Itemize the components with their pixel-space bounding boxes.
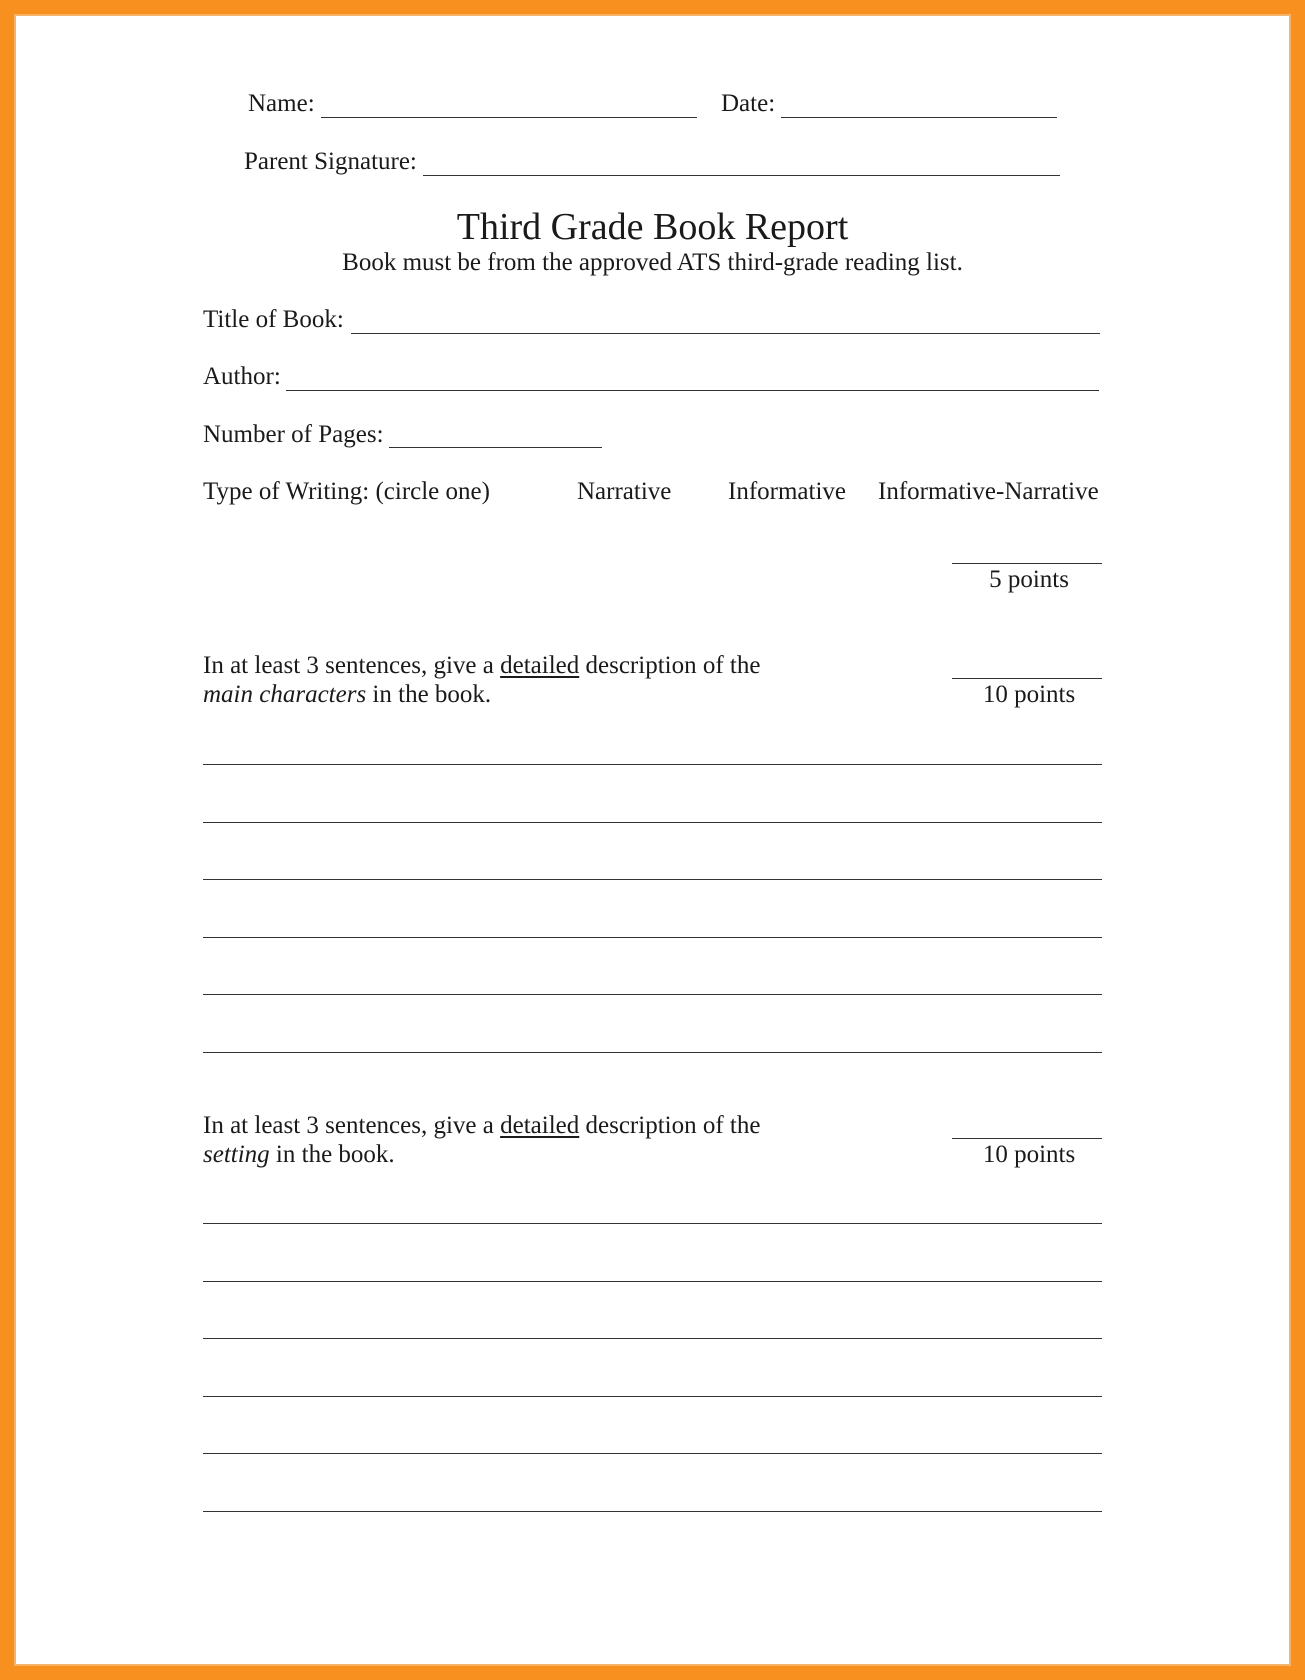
answer-line[interactable] [203, 1338, 1102, 1339]
question-setting-line2: setting in the book. [203, 1141, 395, 1168]
author-label: Author: [203, 363, 281, 390]
answer-line[interactable] [203, 1511, 1102, 1512]
answer-line[interactable] [203, 879, 1102, 880]
question-setting-line1: In at least 3 sentences, give a detailed description of the [203, 1112, 761, 1139]
score-label-2: 10 points [982, 681, 1076, 708]
answer-line[interactable] [203, 994, 1102, 995]
author-field[interactable] [286, 390, 1099, 391]
question-characters-line2: main characters in the book. [203, 681, 492, 708]
answer-line[interactable] [203, 1281, 1102, 1282]
number-of-pages-label: Number of Pages: [203, 421, 384, 448]
answer-line[interactable] [203, 937, 1102, 938]
question-characters-line1: In at least 3 sentences, give a detailed description of the [203, 652, 761, 679]
number-of-pages-field[interactable] [389, 447, 602, 448]
answer-line[interactable] [203, 1223, 1102, 1224]
title-of-book-label: Title of Book: [203, 306, 344, 333]
score-label-3: 10 points [982, 1141, 1076, 1168]
answer-line[interactable] [203, 1396, 1102, 1397]
score-field-3[interactable] [952, 1138, 1102, 1139]
answer-line[interactable] [203, 822, 1102, 823]
parent-signature-field[interactable] [423, 175, 1060, 176]
option-informative[interactable]: Informative [728, 478, 847, 505]
date-field[interactable] [781, 117, 1057, 118]
score-field-2[interactable] [952, 678, 1102, 679]
date-label: Date: [721, 90, 776, 117]
answer-line[interactable] [203, 764, 1102, 765]
answer-line[interactable] [203, 1052, 1102, 1053]
answer-line[interactable] [203, 1453, 1102, 1454]
name-label: Name: [248, 90, 315, 117]
name-field[interactable] [321, 117, 697, 118]
title-of-book-field[interactable] [351, 333, 1100, 334]
parent-signature-label: Parent Signature: [244, 148, 417, 175]
score-label-1: 5 points [989, 566, 1069, 593]
page-subtitle: Book must be from the approved ATS third-grade reading list. [342, 249, 963, 276]
option-narrative[interactable]: Narrative [577, 478, 672, 505]
page-title: Third Grade Book Report [456, 206, 849, 248]
type-of-writing-label: Type of Writing: (circle one) [203, 478, 490, 505]
option-informative-narrative[interactable]: Informative-Narrative [878, 478, 1099, 505]
score-field-1[interactable] [952, 563, 1102, 564]
